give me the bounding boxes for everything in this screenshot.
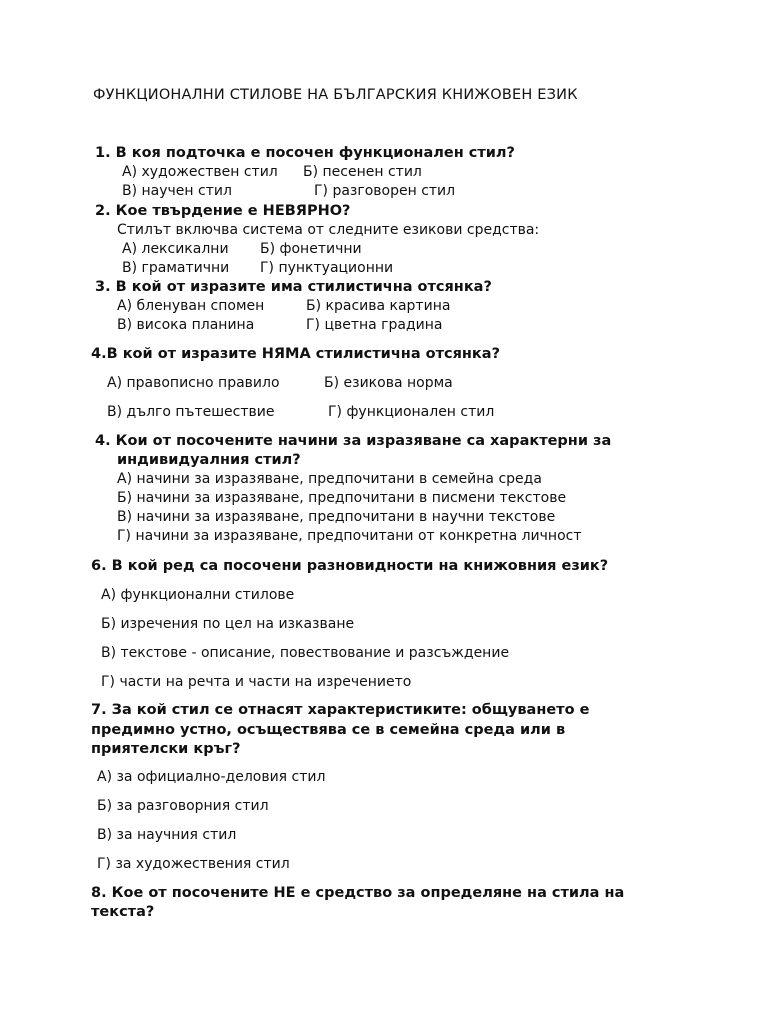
q1-option-c: В) научен стил — [122, 183, 232, 199]
q6-option-a: А) функционални стилове — [101, 587, 295, 603]
q3-option-d: Г) цветна градина — [306, 317, 443, 333]
question-7-line1: 7. За кой стил се отнасят характеристиките: общуването е — [91, 702, 590, 718]
question-1: 1. В коя подточка е посочен функционален стил? — [95, 145, 515, 161]
q3-option-a: А) бленуван спомен — [117, 298, 265, 314]
q4b-option-a: А) начини за изразяване, предпочитани в семейна среда — [117, 471, 542, 487]
question-8-line1: 8. Кое от посочените НЕ е средство за определяне на стила на — [91, 885, 625, 901]
question-4a: 4.В кой от изразите НЯМА стилистична отсянка? — [91, 346, 500, 362]
q4a-option-b: Б) езикова норма — [324, 375, 453, 391]
page-title: ФУНКЦИОНАЛНИ СТИЛОВЕ НА БЪЛГАРСКИЯ КНИЖОВЕН ЕЗИК — [93, 87, 578, 103]
q1-option-b: Б) песенен стил — [303, 164, 422, 180]
q4a-option-c: В) дълго пътешествие — [107, 404, 275, 420]
question-4b-line1: 4. Кои от посочените начини за изразяване са характерни за — [95, 433, 612, 449]
question-7-line2: предимно устно, осъществява се в семейна среда или в — [91, 722, 566, 738]
q4b-option-b: Б) начини за изразяване, предпочитани в писмени текстове — [117, 490, 567, 506]
q2-option-a: А) лексикални — [122, 241, 229, 257]
q7-option-a: А) за официално-деловия стил — [97, 769, 326, 785]
question-3: 3. В кой от изразите има стилистична отсянка? — [95, 279, 492, 295]
q7-option-c: В) за научния стил — [97, 827, 237, 843]
q7-option-b: Б) за разговорния стил — [97, 798, 269, 814]
question-7-line3: приятелски кръг? — [91, 741, 241, 757]
question-2: 2. Кое твърдение е НЕВЯРНО? — [95, 203, 351, 219]
question-6: 6. В кой ред са посочени разновидности на книжовния език? — [91, 558, 609, 574]
question-4b-line2: индивидуалния стил? — [117, 452, 301, 468]
q2-subtext: Стилът включва система от следните езикови средства: — [117, 222, 540, 238]
q4b-option-d: Г) начини за изразяване, предпочитани от конкретна личност — [117, 528, 582, 544]
q4b-option-c: В) начини за изразяване, предпочитани в научни текстове — [117, 509, 556, 525]
q7-option-d: Г) за художествения стил — [97, 856, 290, 872]
q1-option-d: Г) разговорен стил — [314, 183, 456, 199]
q3-option-c: В) висока планина — [117, 317, 255, 333]
q2-option-b: Б) фонетични — [260, 241, 362, 257]
q2-option-d: Г) пунктуационни — [260, 260, 394, 276]
q3-option-b: Б) красива картина — [306, 298, 451, 314]
q6-option-b: Б) изречения по цел на изказване — [101, 616, 355, 632]
q1-option-a: А) художествен стил — [122, 164, 278, 180]
q2-option-c: В) граматични — [122, 260, 230, 276]
q6-option-d: Г) части на речта и части на изречението — [101, 674, 412, 690]
q4a-option-d: Г) функционален стил — [328, 404, 495, 420]
q4a-option-a: А) правописно правило — [107, 375, 280, 391]
question-8-line2: текста? — [91, 904, 155, 920]
q6-option-c: В) текстове - описание, повествование и разсъждение — [101, 645, 510, 661]
